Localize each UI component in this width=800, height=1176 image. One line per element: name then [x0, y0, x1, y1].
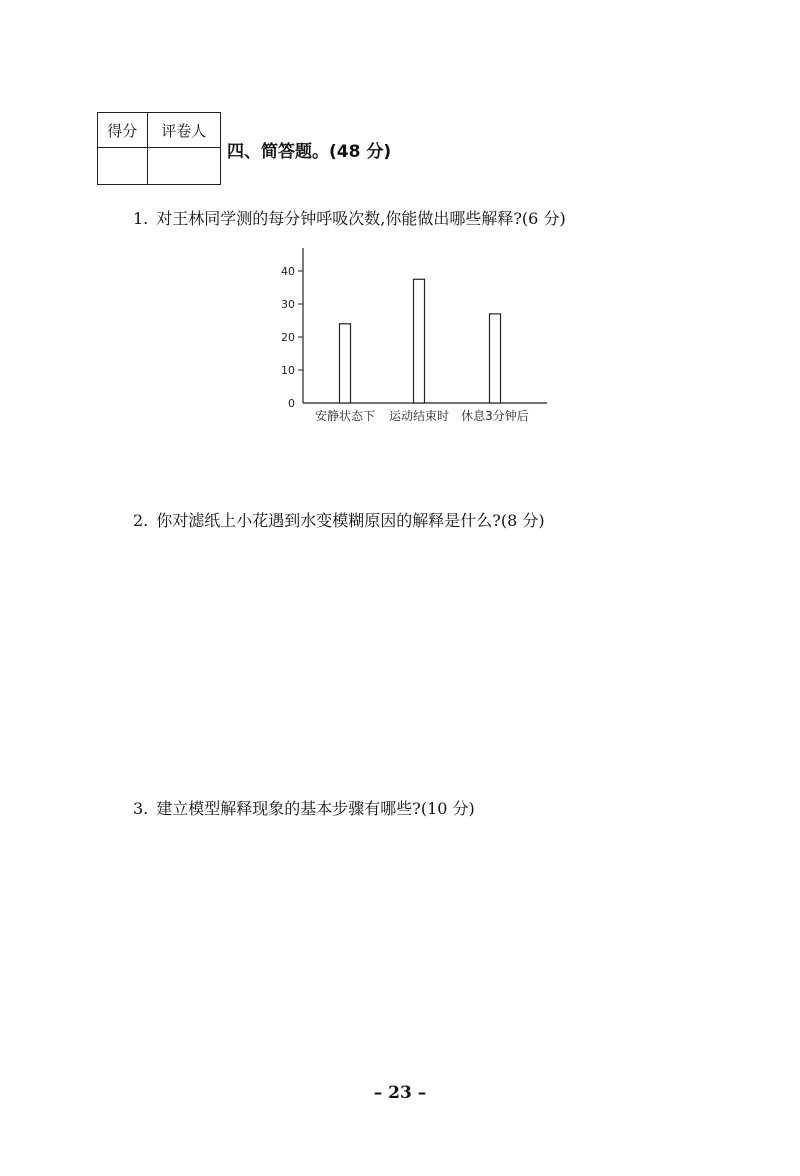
x-category-label: 安静状态下 [314, 409, 376, 423]
score-box-score-header: 得分 [98, 113, 148, 148]
question-1 [133, 206, 566, 229]
x-category-label: 运动结束时 [388, 409, 450, 423]
y-tick-label: 10 [281, 364, 295, 377]
bar-1 [340, 324, 351, 403]
score-box [97, 112, 221, 185]
score-box-grader-header: 评卷人 [147, 113, 220, 148]
page-number: – 23 – [373, 1083, 427, 1103]
question-number: 2. [133, 511, 149, 530]
score-box-score-cell [98, 148, 148, 185]
question-number: 3. [133, 799, 149, 818]
y-tick-label: 20 [281, 331, 295, 344]
bar-2 [414, 279, 425, 403]
question-2 [133, 508, 545, 531]
x-category-label: 休息3分钟后 [461, 409, 529, 423]
y-tick-label: 40 [281, 265, 295, 278]
y-tick-label: 0 [288, 397, 295, 410]
question-text: 对王林同学测的每分钟呼吸次数,你能做出哪些解释?(6 分) [156, 209, 566, 228]
question-text: 建立模型解释现象的基本步骤有哪些?(10 分) [156, 799, 475, 818]
breathing-rate-bar-chart [260, 240, 570, 440]
question-3 [133, 796, 475, 819]
section-title: 四、简答题。(48 分) [227, 142, 392, 162]
y-tick-label: 30 [281, 298, 295, 311]
question-number: 1. [133, 209, 149, 228]
question-text: 你对滤纸上小花遇到水变模糊原因的解释是什么?(8 分) [156, 511, 545, 530]
bar-3 [490, 314, 501, 403]
score-box-grader-cell [147, 148, 220, 185]
